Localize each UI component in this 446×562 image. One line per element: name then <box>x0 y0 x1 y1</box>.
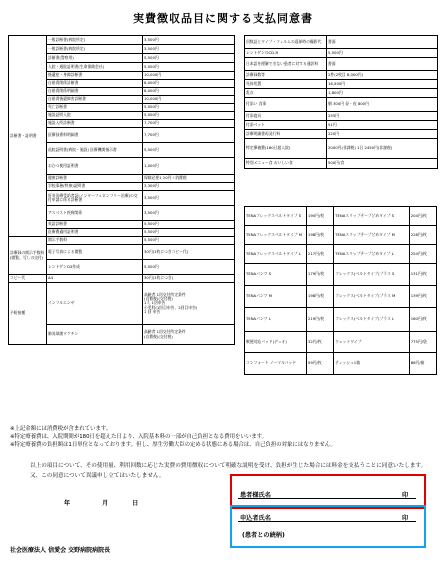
item-cell: 施設証明入院 <box>47 112 143 120</box>
diaper-fee-table <box>244 206 437 375</box>
item-cell: 軟便対応パッド(デュオ) <box>245 332 307 353</box>
price-cell: 7,700円 <box>143 120 235 128</box>
price-cell: 228円/枚 <box>409 226 436 245</box>
price-cell: 131円/枚 <box>409 264 436 286</box>
item-cell: コンフォート ノーマルパッド <box>245 353 307 375</box>
price-line: (自費税)(交付税) <box>144 333 173 339</box>
table-row <box>245 353 437 375</box>
date-year: 年 <box>64 500 71 507</box>
item-cell: 特定療養費(180日超入院) <box>245 139 327 159</box>
table-row <box>245 264 437 286</box>
price-cell: 5,500円 <box>143 221 235 229</box>
price-cell: 10,000円 <box>143 96 235 104</box>
table-row <box>245 36 438 49</box>
left-fee-table <box>8 35 235 345</box>
table-row <box>245 112 438 121</box>
item-cell: 死亡診断書 <box>47 104 143 112</box>
table-row <box>9 237 235 245</box>
item-cell: 付添ベット <box>245 121 327 130</box>
item-cell: フレックス(ベルトタイプ)プラス M <box>334 286 410 308</box>
table-row <box>245 245 437 264</box>
price-line: 高齢者 1回交付所定条件 <box>144 291 186 297</box>
item-cell: 英語診断書 <box>47 221 143 229</box>
price-line: (自費税)(交付税) <box>144 296 173 302</box>
price-cell: 254円/枚 <box>409 245 436 264</box>
price-cell: 5,500円 <box>143 54 235 63</box>
item-cell: TENAスリップテープどめタイプ S <box>334 207 410 226</box>
item-cell: 一般診断書(病院所定) <box>47 36 143 45</box>
price-cell: 30円(1枚につきコピー代) <box>143 245 235 260</box>
note-2: ※特定療養費は、入院期間が180日を超えた日より、入院基本料の一部が自己負担となる費用をいいます。 <box>10 434 267 440</box>
price-line: 1人 1回申告 <box>144 300 166 306</box>
price-cell: 5,500円 <box>143 112 235 120</box>
item-cell: 付添寝具 <box>245 112 327 121</box>
patient-signature-box[interactable] <box>230 474 426 509</box>
item-cell: フレックス(ベルトタイプ)プラス L <box>334 308 410 332</box>
item-cell: フレックス(ベルトタイプ)プラス S <box>334 264 410 286</box>
document-title: 実費徴収品目に関する支払同意書 <box>133 12 313 25</box>
item-cell: TENAスリップテープどめタイプ L <box>334 245 410 264</box>
item-cell: 施設入所診断書 <box>47 120 143 128</box>
right-fee-table <box>244 35 438 169</box>
item-cell: 医療費適用証明書 <box>47 229 143 237</box>
price-cell: 3,500円 <box>143 191 235 206</box>
price-cell: 8,000円 <box>143 88 235 96</box>
price-cell: 32円/枚 <box>306 332 333 353</box>
item-cell: TENAフレックスベルトタイプ L <box>245 245 307 264</box>
item-cell: 乳衣 <box>245 89 327 98</box>
item-cell: TENAフレックスベルトタイプ M <box>245 226 307 245</box>
price-cell: 2件(2枚目 8,000円) <box>327 71 438 80</box>
item-cell: レントゲンのCD-R <box>245 49 327 58</box>
item-cell: 特別メニュー食 おいしい食 <box>245 159 327 169</box>
item-cell: 一般診断書(病院所定) <box>47 45 143 54</box>
item-cell: 肝炎治療受給者証(インターフェロンフリー治療)の交付申請に係る診断書 <box>47 191 143 206</box>
item-cell: おむつ使用証明書 <box>47 158 143 175</box>
applicant-name-label: 申込者氏名 <box>240 515 271 522</box>
price-cell: 160円/枚 <box>409 308 436 332</box>
price-line: 1 回 申告 <box>144 308 161 314</box>
category-cell: 予防接種 <box>9 283 47 345</box>
price-cell: 3,500円 <box>143 36 235 45</box>
price-cell: 2000円(非課税) 1日 2450円(非課税) <box>327 139 438 159</box>
agreement-text: 以上の項目について、その使用量、利用回数に応じた実費の費用徴収について明確な説明を受け、負担が生じた場合には料金を支払うことに同意いたします。又、この同意について異議申し立てはいたしません。 <box>30 463 427 479</box>
item-cell: 医療技術料明細書 <box>47 128 143 143</box>
price-cell: 198円/枚 <box>306 286 333 308</box>
patient-signature-line[interactable] <box>238 498 416 499</box>
table-row <box>245 130 438 139</box>
item-cell: TENAパンツ L <box>245 308 307 332</box>
item-cell: TENAパンツ M <box>245 286 307 308</box>
price-cell <box>143 325 235 345</box>
item-cell: 診療録数等 <box>245 71 327 80</box>
table-row <box>245 159 438 169</box>
price-cell: 5,500円 <box>143 104 235 112</box>
price-cell: 保険必要1 10円＋消費税 <box>143 175 235 183</box>
price-cell: 217円/枚 <box>306 245 333 264</box>
price-cell: 51円 <box>327 121 438 130</box>
price-line: 高齢者 1回交付所定条件 <box>144 329 186 335</box>
item-cell: 死体処置 <box>245 80 327 89</box>
table-row <box>245 121 438 130</box>
table-row <box>245 139 438 159</box>
item-cell: レントゲンCD作成 <box>47 260 143 275</box>
note-1: ※上記金額には消費税が含まれています。 <box>10 426 112 432</box>
item-cell: ウェットワイプ <box>334 332 410 353</box>
price-cell: 5,500円 <box>143 260 235 275</box>
item-cell: 退院証明書(病院・施設) 医療機関指示書 <box>47 143 143 158</box>
item-cell: TENAフレックスベルトタイプ S <box>245 207 307 226</box>
table-row <box>245 49 438 58</box>
price-cell: 139円/枚 <box>409 286 436 308</box>
date-day: 日 <box>132 500 139 507</box>
price-cell: 3,500円 <box>143 206 235 221</box>
table-row <box>245 89 438 98</box>
price-cell: 7,700円 <box>143 128 235 143</box>
item-cell: 後遺症・身障診断書 <box>47 72 143 80</box>
item-cell: 診断書(警察用) <box>47 54 143 63</box>
item-cell: ティッシュ1箱 <box>334 353 410 375</box>
price-cell: 775円/袋 <box>409 332 436 353</box>
table-row <box>9 36 235 45</box>
date-month: 月 <box>102 500 109 507</box>
applicant-signature-line[interactable] <box>238 521 416 522</box>
table-row <box>245 308 437 332</box>
price-cell: 198円/枚 <box>306 226 333 245</box>
item-cell: 日本語を理解できない患者に対する通訳料 <box>245 58 327 71</box>
item-cell: アスベスト疾病関係 <box>47 206 143 221</box>
item-cell: TENAパンツ S <box>245 264 307 286</box>
item-cell: 健康診断書 <box>47 175 143 183</box>
item-cell: 付添い 食事 <box>245 98 327 112</box>
price-cell: 16,500円 <box>327 80 438 89</box>
price-cell: 5,500円 <box>327 49 438 58</box>
price-line: 小児科(1回目申告、2回目申告) <box>144 304 198 310</box>
price-cell: 255円 <box>327 112 438 121</box>
item-cell: 自賠責関係明細書 <box>47 88 143 96</box>
price-cell: 59円/枚 <box>306 353 333 375</box>
item-cell: 電子写真による閲覧 <box>47 245 143 260</box>
table-row <box>245 332 437 353</box>
relation-label: (患者との続柄) <box>242 532 285 539</box>
price-cell: 8,000円 <box>143 80 235 88</box>
category-cell: 診療録の開示手数料(閲覧、写しの交付) <box>9 237 47 275</box>
price-cell: 1,000円 <box>143 158 235 175</box>
category-cell: コピー代 <box>9 275 47 283</box>
table-row <box>245 71 438 80</box>
table-row <box>9 283 235 325</box>
category-cell: 診断書・証明書 <box>9 36 47 237</box>
price-cell: 219円/枚 <box>306 308 333 332</box>
table-row <box>245 226 437 245</box>
item-cell: 開示手数料 <box>47 237 143 245</box>
price-cell: 500円/食 <box>327 159 438 169</box>
price-cell: 3,500円 <box>143 45 235 54</box>
price-cell: 書面 <box>327 36 438 49</box>
item-cell: 自賠責関係診断書 <box>47 80 143 88</box>
item-cell: A4 <box>47 275 143 283</box>
table-row <box>245 286 437 308</box>
item-cell: 診療明細書再発行料 <box>245 130 327 139</box>
price-cell: 5,500円 <box>143 237 235 245</box>
price-cell: 30円(1枚につき) <box>143 275 235 283</box>
table-row <box>9 275 235 283</box>
price-cell <box>143 283 235 325</box>
table-row <box>245 80 438 89</box>
price-cell: 179円/枚 <box>306 264 333 286</box>
price-cell: 190円/枚 <box>306 207 333 226</box>
price-cell: 書面 <box>327 58 438 71</box>
patient-name-label: 患者様氏名 <box>240 492 271 499</box>
price-cell: 1,800円 <box>327 89 438 98</box>
item-cell: 学校事務(特参)証明書 <box>47 183 143 191</box>
price-cell: 5,500円 <box>143 229 235 237</box>
item-cell: 入院・通院証明書(生命保険会社) <box>47 63 143 72</box>
notes <box>10 425 438 449</box>
item-cell: インフルエンザ <box>47 283 143 325</box>
hospital-footer: 社会医療法人 信愛会 交野病院病院長 <box>10 547 111 554</box>
price-cell: 220円 <box>327 130 438 139</box>
note-3: ※特定療養費の負担額は1日単位となっております。但し、厚生労働大臣の定める状態にある場合は、自己負担の対象にはなりません。 <box>10 442 336 448</box>
price-cell: 3,300円 <box>143 183 235 191</box>
price-cell: 204円/枚 <box>409 207 436 226</box>
table-row <box>245 58 438 71</box>
item-cell: TENAスリップテープどめタイプ M <box>334 226 410 245</box>
item-cell: 肺炎球菌ワクチン <box>47 325 143 345</box>
date-line <box>52 498 138 507</box>
price-cell: 朝 300円 昼・夜 800円 <box>327 98 438 112</box>
item-cell: 自賠責後遺障害診断書 <box>47 96 143 104</box>
price-cell: 10,000円 <box>143 72 235 80</box>
applicant-seal: 印 <box>402 515 409 522</box>
table-row <box>245 98 438 112</box>
price-cell: 5,500円 <box>143 143 235 158</box>
price-cell: 5,500円 <box>143 63 235 72</box>
applicant-signature-box[interactable] <box>230 505 426 548</box>
price-cell: 86円/箱 <box>409 353 436 375</box>
item-cell: 回数証とワイプ・フィルムの返却時の撮影代 <box>245 36 327 49</box>
patient-seal: 印 <box>402 492 409 499</box>
table-row <box>245 207 437 226</box>
